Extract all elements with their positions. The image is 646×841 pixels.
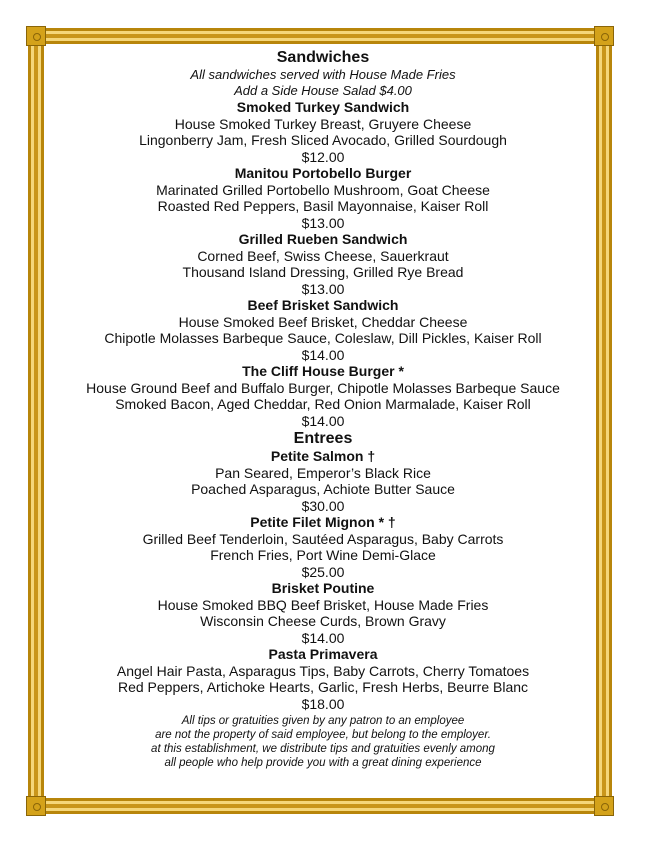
item-description: House Smoked Beef Brisket, Cheddar Cheese xyxy=(178,313,468,330)
item-description: Wisconsin Cheese Curds, Brown Gravy xyxy=(200,613,446,629)
item-description: Poached Asparagus, Achiote Butter Sauce xyxy=(191,481,455,497)
sandwiches-note: All sandwiches served with House Made Fries xyxy=(190,67,456,82)
item-name: Manitou Portobello Burger xyxy=(234,165,412,181)
item-description: House Smoked BBQ Beef Brisket, House Made Fries xyxy=(157,596,489,613)
item-description: Roasted Red Peppers, Basil Mayonnaise, Kaiser Roll xyxy=(157,198,489,214)
item-description: Chipotle Molasses Barbeque Sauce, Coleslaw, Dill Pickles, Kaiser Roll xyxy=(104,330,542,346)
menu-item xyxy=(48,646,598,712)
item-name: The Cliff House Burger * xyxy=(242,363,404,379)
item-description: Angel Hair Pasta, Asparagus Tips, Baby Carrots, Cherry Tomatoes xyxy=(116,662,530,679)
item-name: Beef Brisket Sandwich xyxy=(247,297,399,313)
item-name: Petite Filet Mignon * † xyxy=(250,514,396,530)
frame-top-border xyxy=(28,28,612,44)
frame-corner-top-right xyxy=(594,26,614,46)
item-description: House Ground Beef and Buffalo Burger, Chipotle Molasses Barbeque Sauce xyxy=(86,379,560,396)
item-description: Red Peppers, Artichoke Hearts, Garlic, Fresh Herbs, Beurre Blanc xyxy=(117,679,529,695)
item-price: $14.00 xyxy=(301,346,345,363)
item-price: $14.00 xyxy=(301,629,345,646)
item-name: Pasta Primavera xyxy=(268,646,378,662)
frame-corner-bottom-right xyxy=(594,796,614,816)
item-description: Smoked Bacon, Aged Cheddar, Red Onion Marmalade, Kaiser Roll xyxy=(115,396,531,412)
item-description: House Smoked Turkey Breast, Gruyere Cheese xyxy=(174,115,472,132)
gratuity-notice-line: are not the property of said employee, but belong to the employer. xyxy=(155,729,491,741)
frame-bottom-border xyxy=(28,798,612,814)
item-name: Brisket Poutine xyxy=(271,580,375,596)
menu-item xyxy=(48,297,598,363)
item-name: Petite Salmon † xyxy=(270,448,376,464)
sandwiches-note: Add a Side House Salad $4.00 xyxy=(234,83,412,98)
item-description: Grilled Beef Tenderloin, Sautéed Asparagus, Baby Carrots xyxy=(142,530,504,547)
gratuity-notice-line: at this establishment, we distribute tips and gratuities evenly among xyxy=(151,743,495,755)
entrees-heading: Entrees xyxy=(293,430,353,447)
menu-item xyxy=(48,99,598,165)
item-price: $30.00 xyxy=(301,497,345,514)
item-description: Corned Beef, Swiss Cheese, Sauerkraut xyxy=(197,247,449,264)
gratuity-notice-line: all people who help provide you with a great dining experience xyxy=(164,757,482,769)
menu-item xyxy=(48,363,598,429)
item-description: Lingonberry Jam, Fresh Sliced Avocado, Grilled Sourdough xyxy=(139,132,507,148)
menu-item xyxy=(48,580,598,646)
menu-item xyxy=(48,165,598,231)
item-price: $12.00 xyxy=(301,148,345,165)
menu-item xyxy=(48,231,598,297)
item-description: French Fries, Port Wine Demi-Glace xyxy=(210,547,436,563)
item-name: Grilled Rueben Sandwich xyxy=(238,231,408,247)
item-price: $13.00 xyxy=(301,214,345,231)
menu-item xyxy=(48,448,598,514)
item-name: Smoked Turkey Sandwich xyxy=(236,99,410,115)
item-description: Marinated Grilled Portobello Mushroom, Goat Cheese xyxy=(156,181,490,198)
menu-item xyxy=(48,514,598,580)
item-description: Pan Seared, Emperor’s Black Rice xyxy=(215,464,431,481)
gratuity-notice xyxy=(48,714,598,770)
item-price: $14.00 xyxy=(301,412,345,429)
menu-content xyxy=(48,48,598,770)
frame-left-border xyxy=(28,28,44,814)
frame-corner-bottom-left xyxy=(26,796,46,816)
frame-right-border xyxy=(596,28,612,814)
frame-corner-top-left xyxy=(26,26,46,46)
item-price: $25.00 xyxy=(301,563,345,580)
item-price: $13.00 xyxy=(301,280,345,297)
sandwiches-heading: Sandwiches xyxy=(276,49,370,66)
item-price: $18.00 xyxy=(301,695,345,712)
gratuity-notice-line: All tips or gratuities given by any patron to an employee xyxy=(181,715,465,727)
item-description: Thousand Island Dressing, Grilled Rye Bread xyxy=(182,264,464,280)
